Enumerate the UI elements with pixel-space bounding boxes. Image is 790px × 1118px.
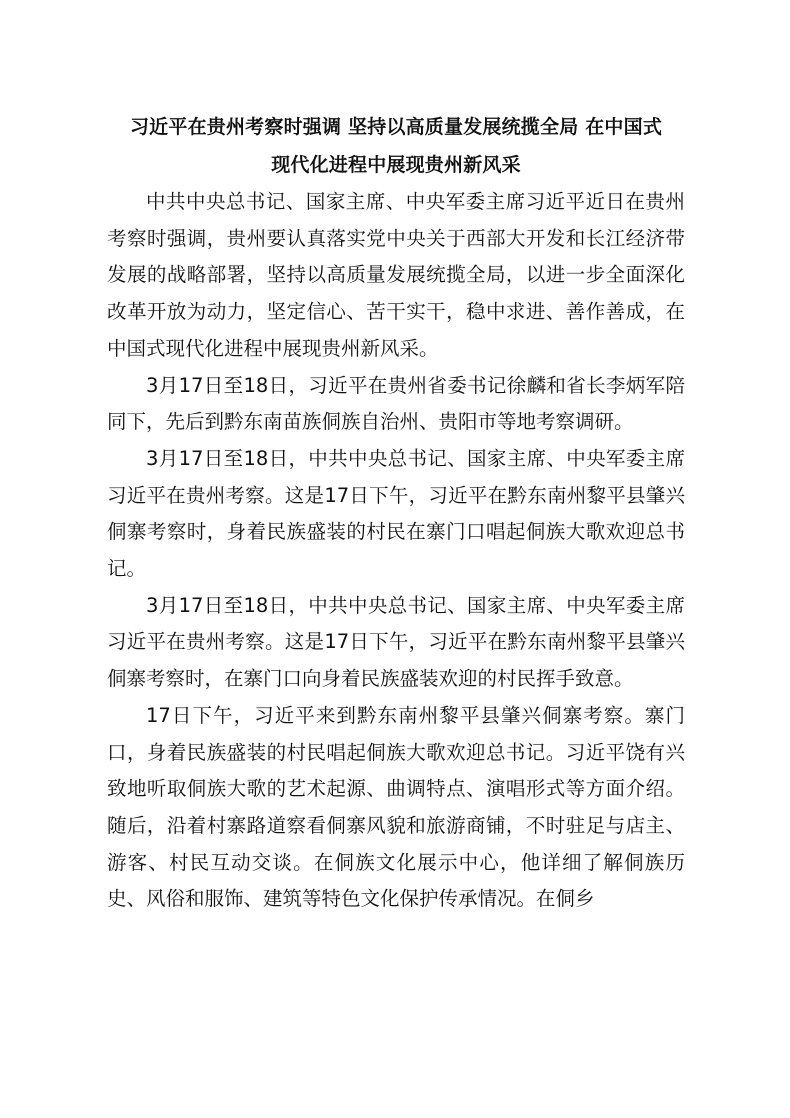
article-body (107, 108, 685, 918)
paragraph-4: 3月17日至18日，中共中央总书记、国家主席、中央军委主席习近平在贵州考察。这是17日下午，习近平在黔东南州黎平县肇兴侗寨考察时，在寨门口向身着民族盛装欢迎的村民挥手致意。 (107, 593, 685, 691)
article-title-line-1: 习近平在贵州考察时强调 坚持以高质量发展统揽全局 在中国式 (129, 116, 663, 138)
paragraph-1: 中共中央总书记、国家主席、中央军委主席习近平近日在贵州考察时强调，贵州要认真落实党中央关于西部大开发和长江经济带发展的战略部署，坚持以高质量发展统揽全局，以进一步全面深化改革开放为动力，坚定信心、苦干实干，稳中求进、善作善成，在中国式现代化进程中展现贵州新风采。 (107, 190, 685, 360)
paragraph-5: 17日下午，习近平来到黔东南州黎平县肇兴侗寨考察。寨门口，身着民族盛装的村民唱起侗族大歌欢迎总书记。习近平饶有兴致地听取侗族大歌的艺术起源、曲调特点、演唱形式等方面介绍。随后，沿着村寨路道察看侗寨风貌和旅游商铺，不时驻足与店主、游客、村民互动交谈。在侗族文化展示中心，他详细了解侗族历史、风俗和服饰、建筑等特色文化保护传承情况。在侗乡 (107, 703, 685, 911)
paragraph-3: 3月17日至18日，中共中央总书记、国家主席、中央军委主席习近平在贵州考察。这是17日下午，习近平在黔东南州黎平县肇兴侗寨考察时，身着民族盛装的村民在寨门口唱起侗族大歌欢迎总书记。 (107, 446, 685, 581)
article-title-line-2: 现代化进程中展现贵州新风采 (271, 154, 521, 176)
paragraph-2: 3月17日至18日，习近平在贵州省委书记徐麟和省长李炳军陪同下，先后到黔东南苗族侗族自治州、贵阳市等地考察调研。 (107, 373, 685, 434)
article-title (107, 108, 685, 184)
